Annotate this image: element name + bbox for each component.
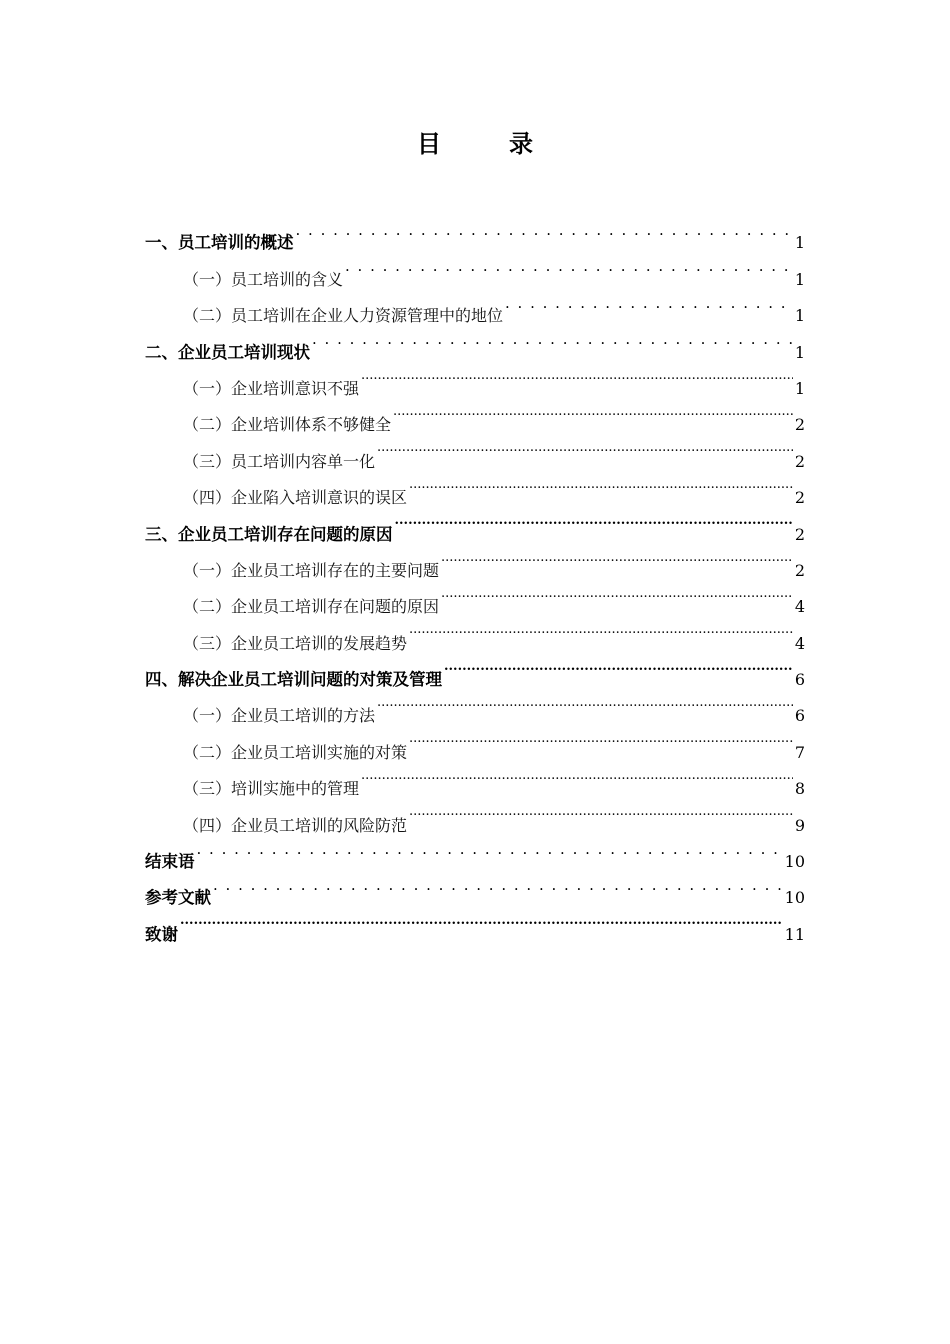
dot-leader [296,212,793,248]
dot-leader [395,503,793,539]
toc-entry-page: 1 [794,233,805,253]
toc-entry-label: （一）企业员工培训的方法 [183,706,376,726]
toc-entry-label: （三）员工培训内容单一化 [183,451,376,471]
toc-entry-label: （二）企业员工培训存在问题的原因 [183,597,440,617]
toc-entry-label: （一）企业培训意识不强 [183,378,360,398]
dot-leader [213,867,783,903]
dot-leader [180,903,783,939]
toc-entry[interactable] [145,831,805,872]
toc-entry-label: 致谢 [145,924,178,944]
dot-leader [409,612,793,648]
dot-leader [345,248,793,284]
toc-entry[interactable] [145,903,805,944]
toc-title: 目 录 [417,130,555,158]
toc-entry-label: （一）企业员工培训存在的主要问题 [183,560,440,580]
toc-entry-label: （二）企业员工培训实施的对策 [183,742,408,762]
dot-leader [409,721,793,757]
toc-entry[interactable] [145,867,805,908]
toc-entry-page: 2 [794,524,805,544]
toc-entry-page: 4 [794,633,805,653]
dot-leader [377,430,793,466]
toc-entry-page: 6 [794,670,805,690]
toc-entry-page: 2 [794,451,805,471]
toc-entry-label: 参考文献 [145,888,211,908]
toc-entry-page: 11 [784,924,805,944]
toc-entry-label: （一）员工培训的含义 [183,269,344,289]
toc-entry-page: 1 [794,269,805,289]
toc-entry[interactable] [145,212,805,253]
toc-entry-page: 8 [794,779,805,799]
toc-entry-label: 三、企业员工培训存在问题的原因 [145,524,393,544]
toc-entry-label: （四）企业员工培训的风险防范 [183,815,408,835]
toc-entry-page: 2 [794,415,805,435]
toc-entry-page: 1 [794,342,805,362]
toc-entry-label: （二）员工培训在企业人力资源管理中的地位 [183,306,504,326]
toc-entry-page: 10 [784,888,805,908]
dot-leader [409,794,793,830]
toc-entry-page: 6 [794,706,805,726]
dot-leader [377,685,793,721]
dot-leader [197,831,783,867]
dot-leader [505,285,793,321]
toc-entry-page: 10 [784,852,805,872]
toc-entry-label: 结束语 [145,852,195,872]
dot-leader [441,576,793,612]
toc-entry-label: （三）企业员工培训的发展趋势 [183,633,408,653]
table-of-contents [145,212,805,944]
dot-leader [444,649,793,685]
dot-leader [361,358,793,394]
toc-entry-page: 1 [794,378,805,398]
toc-entry-page: 4 [794,597,805,617]
dot-leader [312,321,793,357]
toc-entry-page: 2 [794,488,805,508]
toc-entry-label: 四、解决企业员工培训问题的对策及管理 [145,670,442,690]
toc-entry-page: 2 [794,560,805,580]
toc-entry-label: 一、员工培训的概述 [145,233,294,253]
toc-entry-page: 7 [794,742,805,762]
toc-entry-label: 二、企业员工培训现状 [145,342,310,362]
dot-leader [393,394,793,430]
dot-leader [441,540,793,576]
toc-entry-label: （二）企业培训体系不够健全 [183,415,392,435]
toc-entry-page: 9 [794,815,805,835]
dot-leader [409,467,793,503]
dot-leader [361,758,793,794]
toc-entry-label: （三）培训实施中的管理 [183,779,360,799]
toc-entry-label: （四）企业陷入培训意识的误区 [183,488,408,508]
toc-entry-page: 1 [794,306,805,326]
